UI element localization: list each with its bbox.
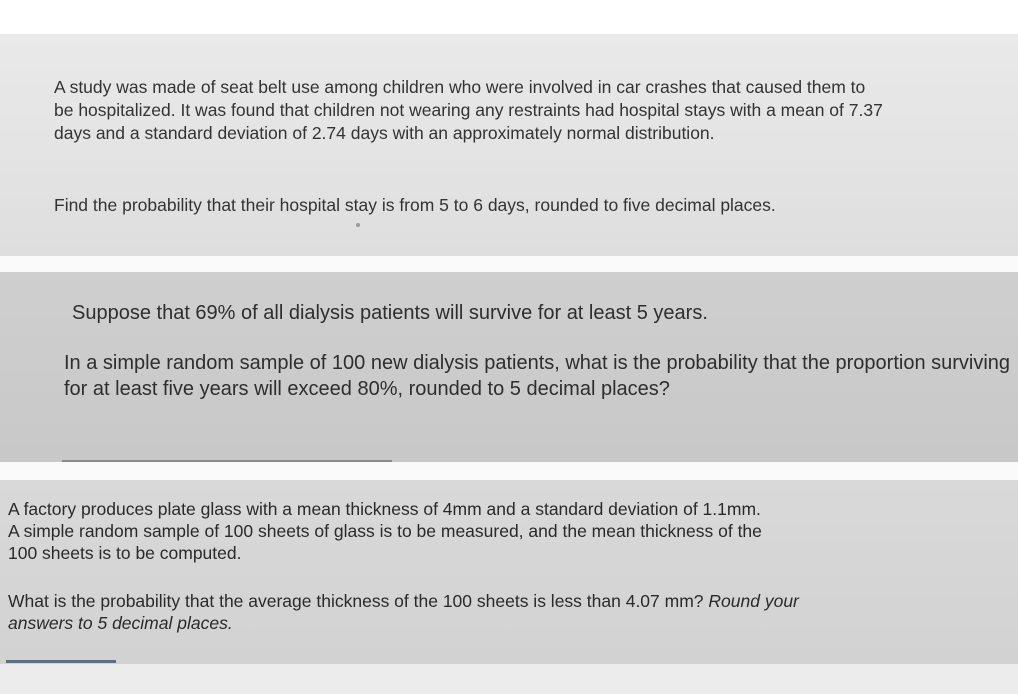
problem-1-panel [0,34,1018,256]
answer-line [6,660,116,663]
problem-2-statement: Suppose that 69% of all dialysis patients will survive for at least 5 years. [72,302,708,324]
problem-1-question: Find the probability that their hospital stay is from 5 to 6 days, rounded to five decimal places. [54,195,776,215]
problem-1-statement: A study was made of seat belt use among children who were involved in car crashes that caused them to be hospitalized. It was found that children not wearing any restraints had hospital stays with a mean of 7.37 days and a standard deviation of 2.74 days with an approximately normal distribution. [54,77,883,143]
problem-3-rounding-instruction: Round your answers to 5 decimal places. [8,591,799,633]
problem-3-statement: A factory produces plate glass with a mean thickness of 4mm and a standard deviation of 1.1mm. A simple random sample of 100 sheets of glass is to be measured, and the mean thickness of the 100 sheets is to be computed. [8,499,762,563]
problem-2-panel [0,272,1018,462]
panel-divider [0,256,1018,272]
stray-mark [356,223,360,227]
problem-3-panel [0,480,1018,664]
bottom-margin [0,664,1018,694]
problem-3-question-text: What is the probability that the average thickness of the 100 sheets is less than 4.07 mm? [8,591,704,611]
problem-2-question: In a simple random sample of 100 new dialysis patients, what is the probability that the proportion surviving for at least five years will exceed 80%, rounded to 5 decimal places? [64,352,1011,400]
problem-3-question [8,590,838,634]
top-margin [0,0,1018,34]
panel-divider [0,462,1018,480]
